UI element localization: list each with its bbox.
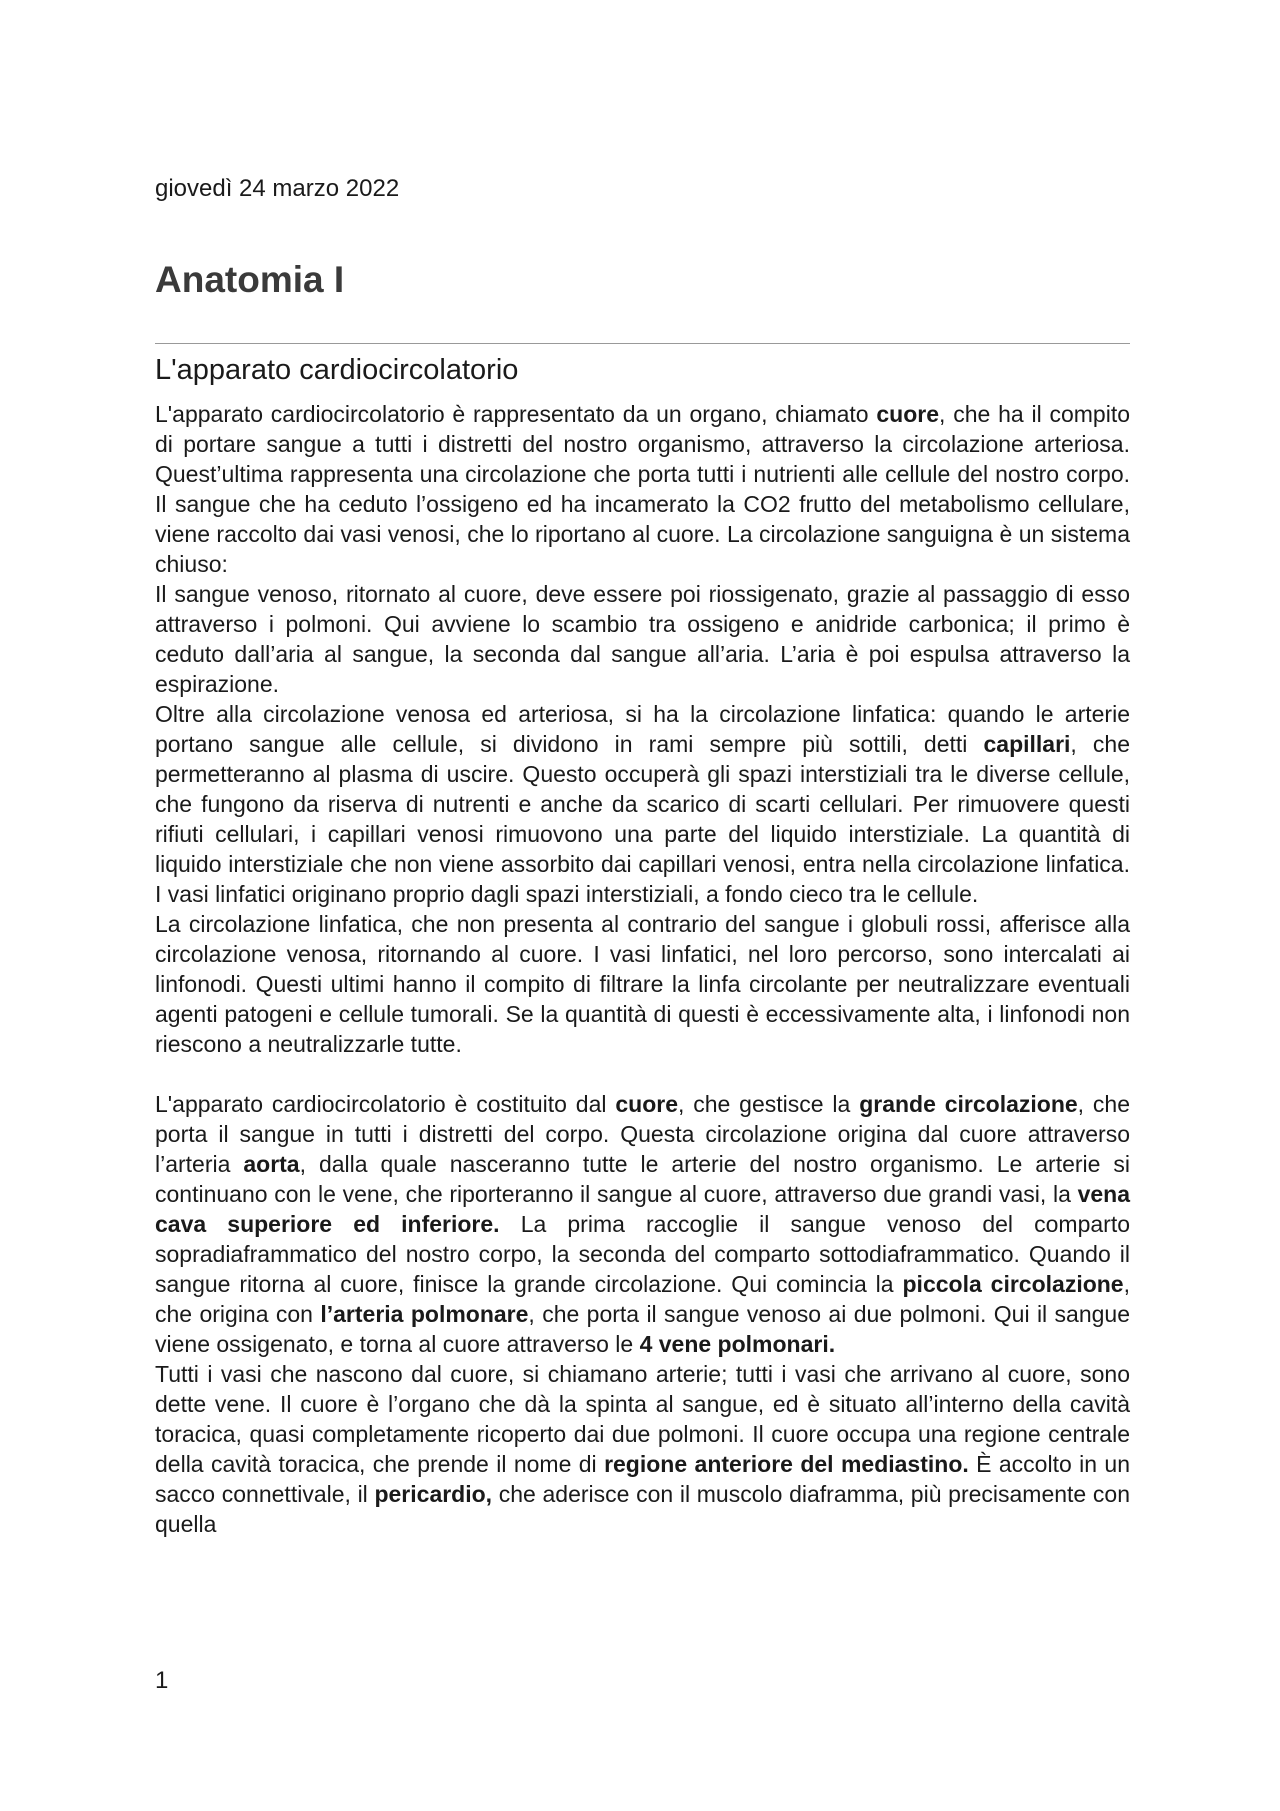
bold-term: cuore bbox=[876, 401, 940, 427]
paragraph bbox=[155, 1089, 1130, 1359]
bold-term: vena cava superiore ed inferiore. bbox=[155, 1181, 1130, 1237]
text-run: , dalla quale nasceranno tutte le arterie del nostro organismo. Le arterie si continuano con le vene, che riporteranno il sangue al cuore, attraverso due grandi vasi, la bbox=[155, 1151, 1130, 1207]
bold-term: piccola circolazione bbox=[902, 1271, 1124, 1297]
text-run: L'apparato cardiocircolatorio è rappresentato da un organo, chiamato bbox=[155, 401, 877, 427]
text-run: L'apparato cardiocircolatorio è costituito dal bbox=[155, 1091, 616, 1117]
paragraph bbox=[155, 909, 1130, 1059]
paragraph bbox=[155, 699, 1130, 909]
text-run: La circolazione linfatica, che non presenta al contrario del sangue i globuli rossi, afferisce alla circolazione venosa, ritornando al cuore. I vasi linfatici, nel loro percorso, sono intercalati ai linfonodi. Questi ultimi hanno il compito di filtrare la linfa circolante per neutralizzare eventuali agenti patogeni e cellule tumorali. Se la quantità di questi è eccessivamente alta, i linfonodi non riescono a neutralizzarle tutte. bbox=[155, 911, 1130, 1057]
document-body bbox=[155, 399, 1130, 1539]
text-run: , che porta il sangue venoso ai due polmoni. Qui il sangue viene ossigenato, e torna al cuore attraverso le bbox=[155, 1301, 1130, 1357]
text-run: Oltre alla circolazione venosa ed arteriosa, si ha la circolazione linfatica: quando le arterie portano sangue alle cellule, si dividono in rami sempre più sottili, detti bbox=[155, 701, 1130, 757]
paragraph bbox=[155, 1359, 1130, 1539]
paragraph bbox=[155, 579, 1130, 699]
text-run: È accolto in un sacco connettivale, il bbox=[155, 1451, 1131, 1507]
section-heading: L'apparato cardiocircolatorio bbox=[155, 354, 519, 386]
bold-term: aorta bbox=[243, 1151, 300, 1177]
bold-term: 4 vene polmonari. bbox=[639, 1331, 836, 1357]
text-run: , che origina con bbox=[155, 1271, 1130, 1327]
bold-term: capillari bbox=[983, 731, 1071, 757]
document-title: Anatomia I bbox=[155, 259, 345, 300]
text-run: , che porta il sangue in tutti i distretti del corpo. Questa circolazione origina dal cuore attraverso l’arteria bbox=[155, 1091, 1131, 1177]
bold-term: grande circolazione bbox=[859, 1091, 1078, 1117]
text-run: , che gestisce la bbox=[678, 1091, 860, 1117]
bold-term: pericardio, bbox=[374, 1481, 493, 1507]
bold-term: cuore bbox=[615, 1091, 678, 1117]
title-divider bbox=[155, 343, 1130, 344]
text-run: , che ha il compito di portare sangue a tutti i distretti del nostro organismo, attraverso la circolazione arteriosa. Quest’ultima rappresenta una circolazione che porta tutti i nutrienti alle cellule del nostro corpo. Il sangue che ha ceduto l’ossigeno ed ha incamerato la CO2 frutto del metabolismo cellulare, viene raccolto dai vasi venosi, che lo riportano al cuore. La circolazione sanguigna è un sistema chiuso: bbox=[155, 401, 1131, 577]
bold-term: regione anteriore del mediastino. bbox=[604, 1451, 969, 1477]
text-run: La prima raccoglie il sangue venoso del comparto sopradiaframmatico del nostro corpo, la seconda del comparto sottodiaframmatico. Quando il sangue ritorna al cuore, finisce la grande circolazione. Qui comincia la bbox=[155, 1211, 1131, 1297]
document-date: giovedì 24 marzo 2022 bbox=[155, 175, 400, 202]
text-run: che aderisce con il muscolo diaframma, più precisamente con quella bbox=[155, 1481, 1130, 1537]
text-run: Il sangue venoso, ritornato al cuore, deve essere poi riossigenato, grazie al passaggio di esso attraverso i polmoni. Qui avviene lo scambio tra ossigeno e anidride carbonica; il primo è ceduto dall’aria al sangue, la seconda dal sangue all’aria. L’aria è poi espulsa attraverso la espirazione. bbox=[155, 581, 1130, 697]
paragraph bbox=[155, 399, 1130, 579]
bold-term: l’arteria polmonare bbox=[320, 1301, 529, 1327]
text-run: Tutti i vasi che nascono dal cuore, si chiamano arterie; tutti i vasi che arrivano al cuore, sono dette vene. Il cuore è l’organo che dà la spinta al sangue, ed è situato all’interno della cavità toracica, quasi completamente ricoperto dai due polmoni. Il cuore occupa una regione centrale della cavità toracica, che prende il nome di bbox=[155, 1361, 1130, 1477]
text-run: , che permetteranno al plasma di uscire. Questo occuperà gli spazi interstiziali tra le diverse cellule, che fungono da riserva di nutrenti e anche da scarico di scarti cellulari. Per rimuovere questi rifiuti cellulari, i capillari venosi rimuovono una parte del liquido interstiziale. La quantità di liquido interstiziale che non viene assorbito dai capillari venosi, entra nella circolazione linfatica. I vasi linfatici originano proprio dagli spazi interstiziali, a fondo cieco tra le cellule. bbox=[155, 731, 1130, 907]
page-number: 1 bbox=[155, 1667, 169, 1694]
